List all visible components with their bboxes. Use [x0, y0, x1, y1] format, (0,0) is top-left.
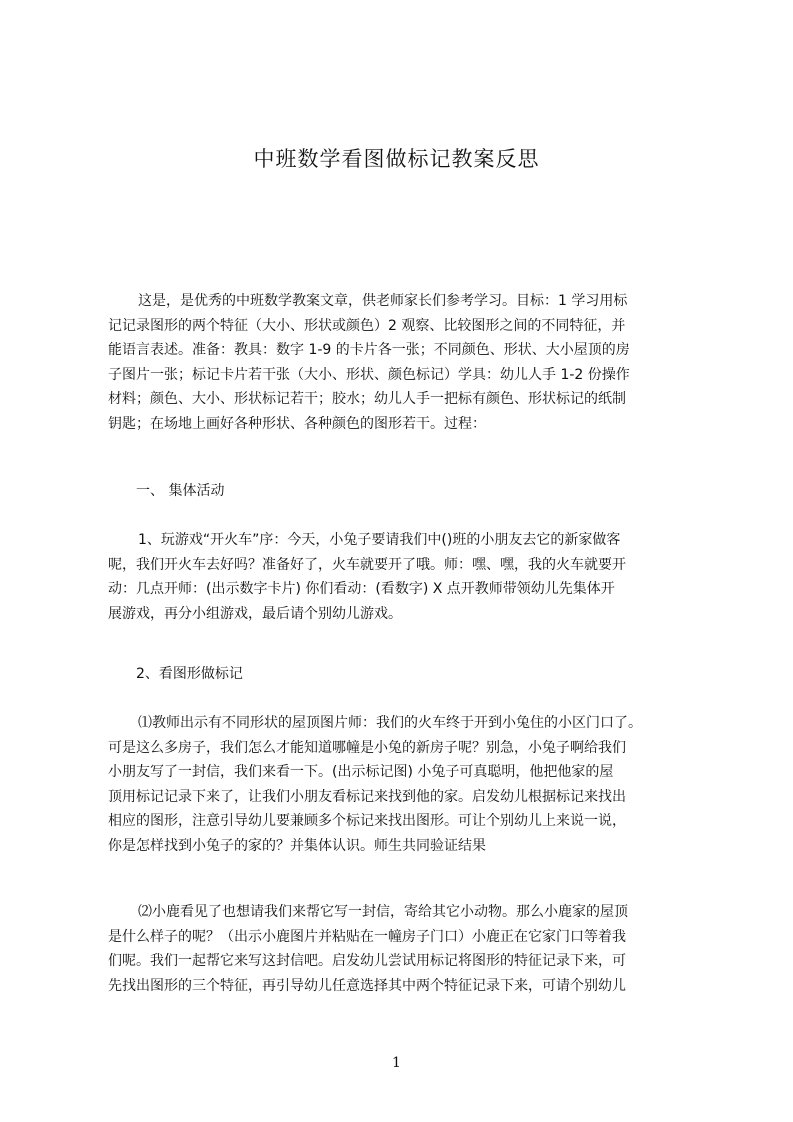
paragraph-line: 这是，是优秀的中班数学教案文章，供老师家长们参考学习。目标：1 学习用标 [138, 293, 628, 309]
document-title: 中班数学看图做标记教案反思 [253, 147, 540, 171]
paragraph-line: 动：几点开师：(出示数字卡片) 你们看动：(看数字) X 点开教师带领幼儿先集体开 [108, 581, 615, 597]
intro-paragraph [108, 289, 698, 436]
activity-train-game-paragraph [108, 528, 698, 626]
paragraph-line: 材料；颜色、大小、形状标记若干；胶水；幼儿人手一把标有颜色、形状标记的纸制 [108, 391, 626, 407]
step-1-paragraph [108, 711, 698, 858]
paragraph-line: 能语言表述。准备：教具：数字 1-9 的卡片各一张；不同颜色、形状、大小屋顶的房 [108, 342, 630, 358]
page-number: 1 [392, 1055, 401, 1071]
paragraph-line: 顶用标记记录下来了，让我们小朋友看标记来找到他的家。启发幼儿根据标记来找出 [108, 788, 626, 805]
paragraph-line: 可是这么多房子，我们怎么才能知道哪幢是小兔的新房子呢？别急，小兔子啊给我们 [108, 739, 626, 756]
paragraph-line: 相应的图形，注意引导幼儿要兼顾多个标记来找出图形。可让个别幼儿上来说一说， [108, 813, 626, 829]
paragraph-line: 小朋友写了一封信，我们来看一下。(出示标记图) 小兔子可真聪明，他把他家的屋 [108, 764, 614, 780]
paragraph-line: 钥匙；在场地上画好各种形状、各种颜色的图形若干。过程： [108, 415, 486, 432]
paragraph-line: 记记录图形的两个特征（大小、形状或颜色）2 观察、比较图形之间的不同特征，并 [108, 317, 626, 334]
paragraph-line: 你是怎样找到小兔子的家的？并集体认识。师生共同验证结果 [108, 837, 486, 854]
paragraph-line: ⑴教师出示有不同形状的屋顶图片师：我们的火车终于开到小兔住的小区门口了。 [138, 715, 642, 731]
paragraph-line: 1、玩游戏“开火车”序：今天，小兔子要请我们中()班的小朋友去它的新家做客 [138, 532, 621, 548]
paragraph-line: 展游戏，再分小组游戏，最后请个别幼儿游戏。 [108, 605, 402, 622]
paragraph-line: 呢，我们开火车去好吗？准备好了，火车就要开了哦。师：嘿、嘿，我的火车就要开 [108, 556, 626, 573]
paragraph-line: ⑵小鹿看见了也想请我们来帮它写一封信，寄给其它小动物。那么小鹿家的屋顶 [138, 904, 628, 920]
paragraph-line: 们呢。我们一起帮它来写这封信吧。启发幼儿尝试用标记将图形的特征记录下来，可 [108, 953, 626, 969]
paragraph-line: 子图片一张；标记卡片若干张（大小、形状、颜色标记）学具：幼儿人手 1-2 份操作 [108, 366, 630, 383]
section-heading-mark-shapes: 2、看图形做标记 [136, 666, 243, 682]
paragraph-line: 先找出图形的三个特征，再引导幼儿任意选择其中两个特征记录下来，可请个别幼儿 [108, 977, 626, 994]
step-2-paragraph [108, 900, 698, 998]
paragraph-line: 是什么样子的呢？（出示小鹿图片并粘贴在一幢房子门口）小鹿正在它家门口等着我 [108, 928, 626, 945]
section-heading-collective-activity: 一、 集体活动 [136, 483, 225, 499]
